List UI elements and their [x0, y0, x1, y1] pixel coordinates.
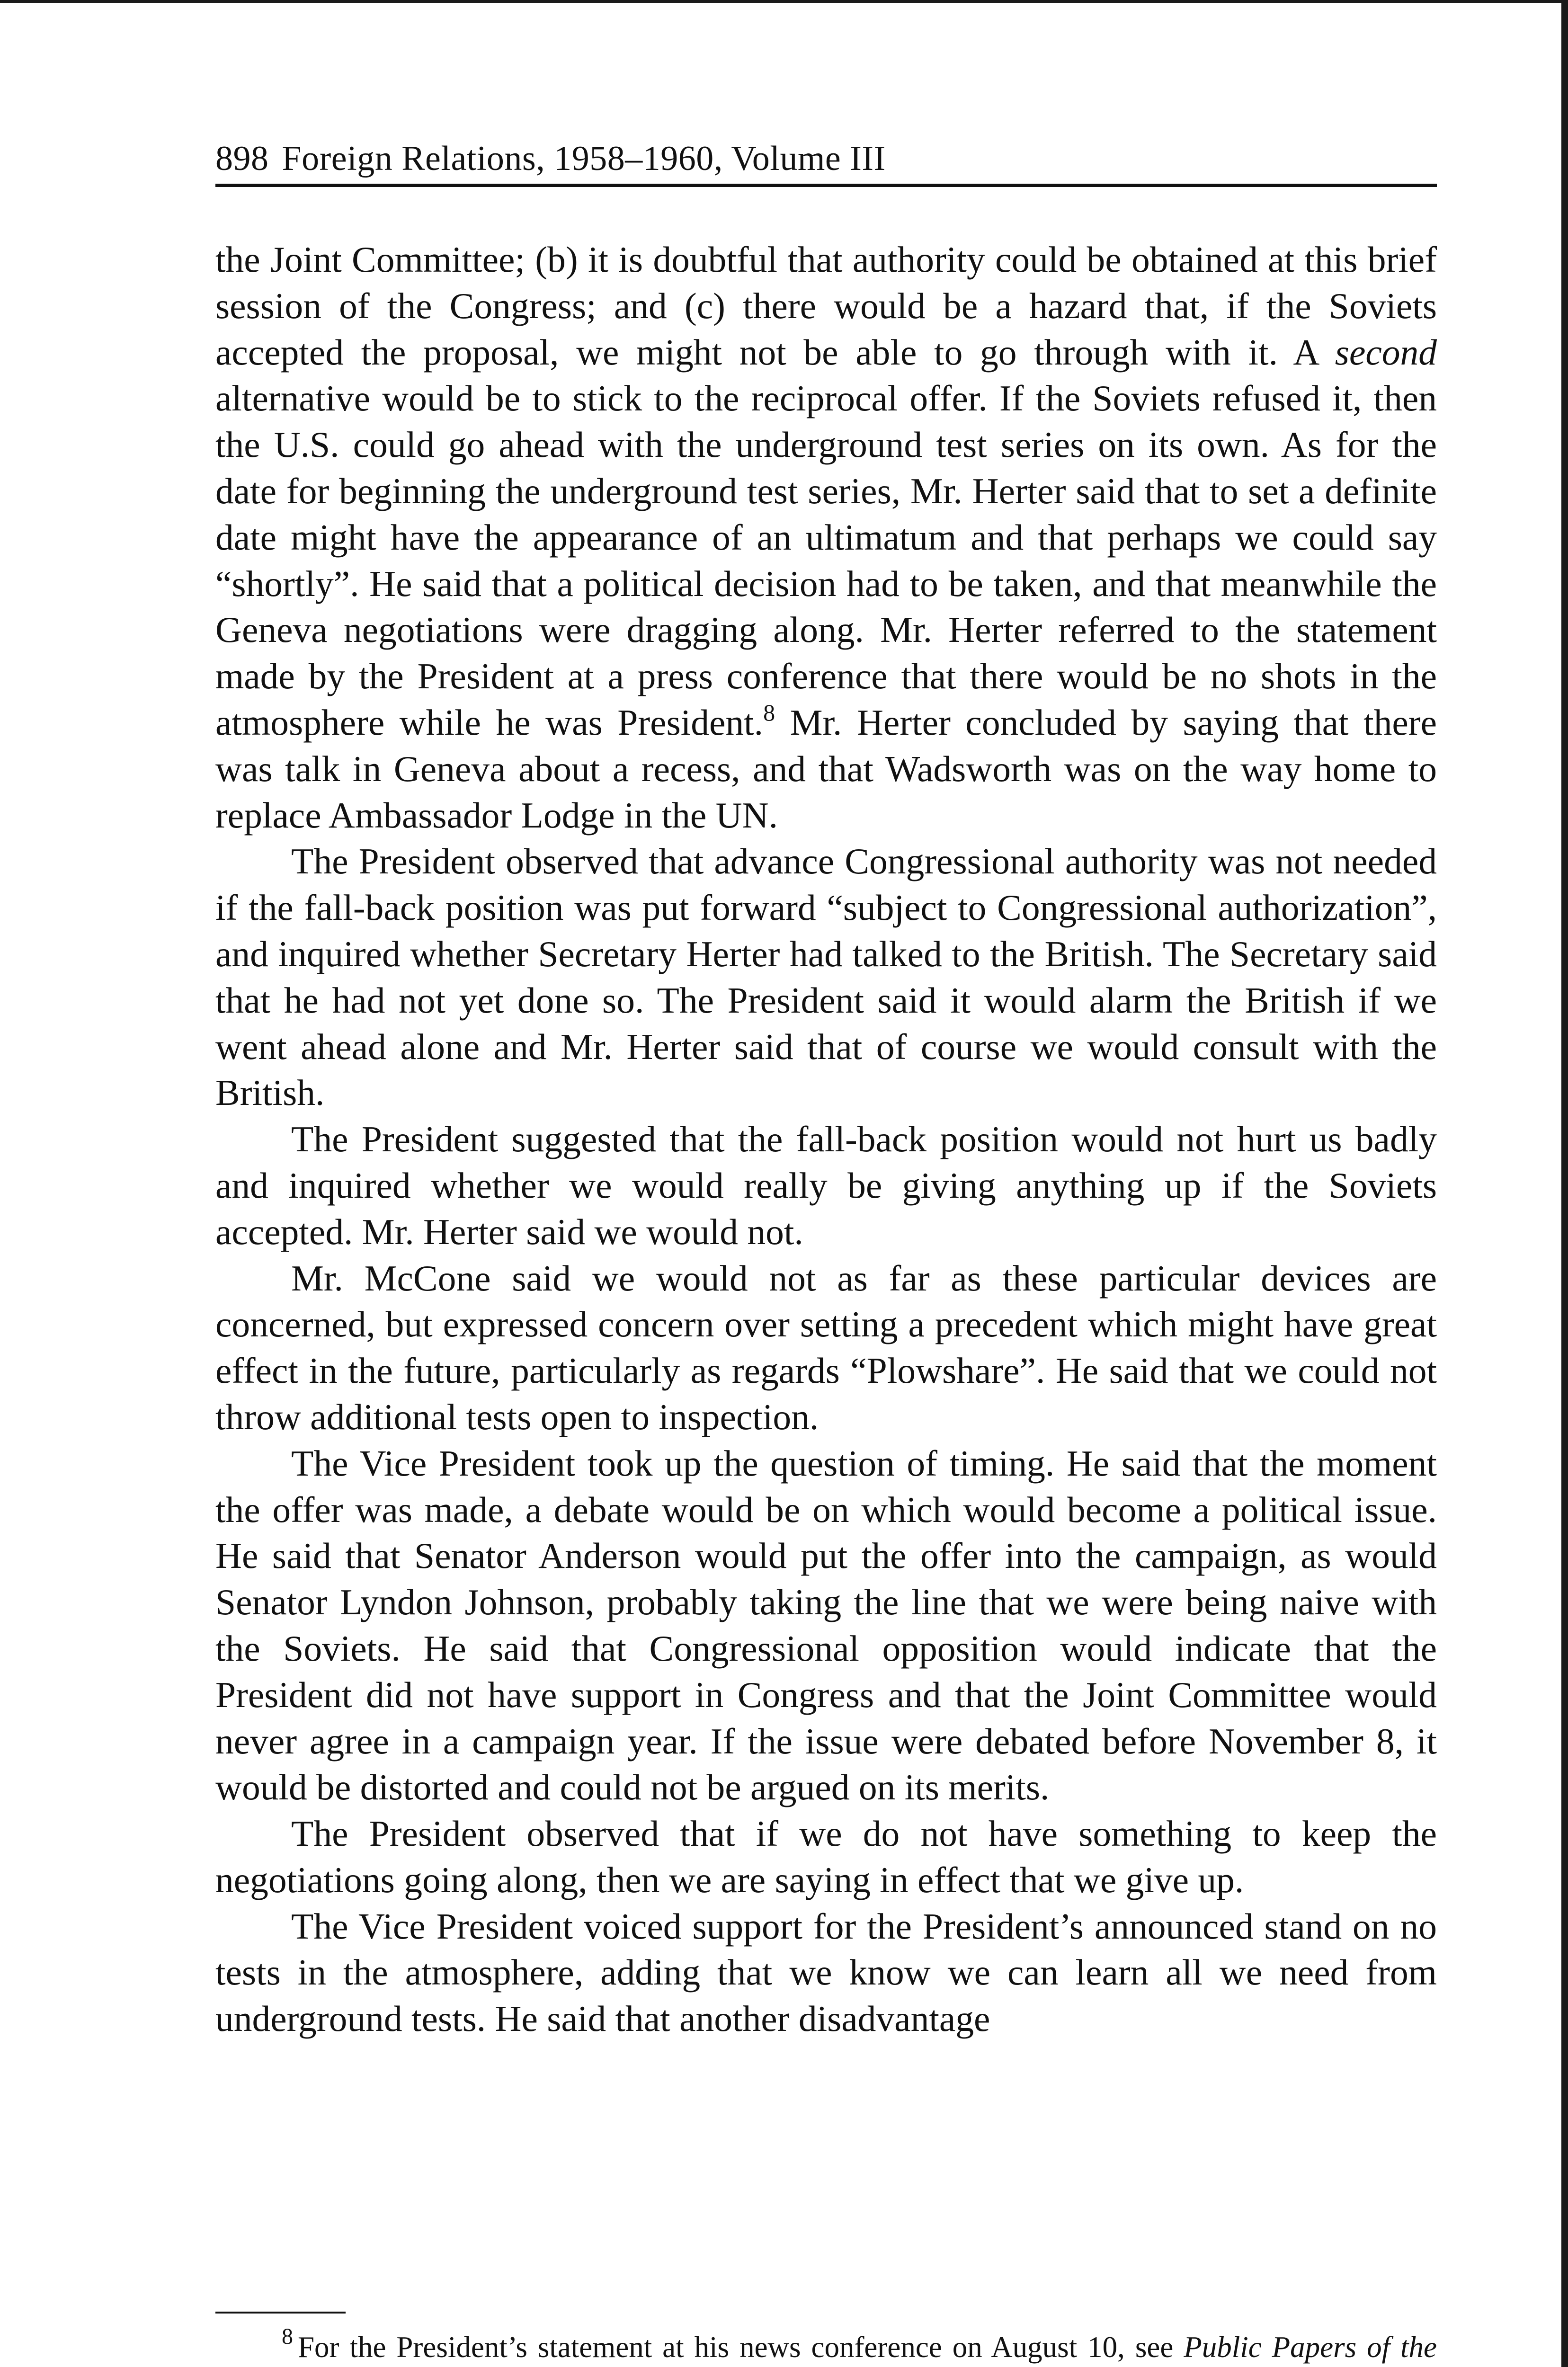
paragraph-1-part-b: alternative would be to stick to the reciprocal offer. If the Soviets refused it, then the U.S. could go ahead with the underground test series on its own. As for the date for beginning the underground test series, Mr. Herter said that to set a definite date might have the appearance of an ultimatum and that perhaps we could say “shortly”. He said that a political decision had to be taken, and that meanwhile the Geneva negotiations were dragging along. Mr. Herter referred to the statement made by the President at a press conference that there would be no shots in the atmosphere while he was President.: [215, 378, 1437, 743]
footnote-text-a: For the President’s statement at his news conference on August 10, see: [298, 2331, 1184, 2364]
footnote-citation-title: Public Papers of the: [1184, 2331, 1437, 2364]
body-text: [215, 237, 1437, 2042]
paragraph-1-part-a: the Joint Committee; (b) it is doubtful that authority could be obtained at this brief session of the Congress; and (c) there would be a hazard that, if the Soviets accepted the proposal, we might not be able to go through with it. A: [215, 239, 1437, 373]
emphasis-second: second: [1335, 331, 1437, 373]
scan-border-top: [0, 0, 1568, 3]
paragraph-1-part-c: Mr. Herter concluded by saying that there was talk in Geneva about a recess, and that Wadsworth was on the way home to replace Ambassador Lodge in the UN.: [215, 702, 1437, 836]
footnote-number: 8: [282, 2324, 293, 2349]
header-rule: [215, 184, 1437, 187]
paragraph-2: The President observed that advance Congressional authority was not needed if the fall-back position was put forward “subject to Congressional authorization”, and inquired whether Secretary Herter had talked to the British. The Secretary said that he had not yet done so. The President said it would alarm the British if we went ahead alone and Mr. Herter said that of course we would consult with the British.: [215, 841, 1437, 1113]
footnote-rule: [215, 2312, 346, 2314]
scan-border-right: [1561, 0, 1568, 2367]
paragraph-4: Mr. McCone said we would not as far as these particular devices are concerned, but expressed concern over setting a precedent which might have great effect in the future, particularly as regards “Plowshare”. He said that we could not throw additional tests open to inspection.: [215, 1257, 1437, 1437]
document-page: [215, 137, 1437, 2042]
paragraph-7: The Vice President voiced support for the President’s announced stand on no tests in the atmosphere, adding that we know we can learn all we need from underground tests. He said that another disadvantage: [215, 1905, 1437, 2039]
footnote-reference[interactable]: 8: [763, 699, 775, 726]
page-number: 898: [215, 139, 269, 178]
paragraph-1: [215, 237, 1437, 838]
running-head: [215, 137, 1437, 180]
paragraph-6: The President observed that if we do not have something to keep the negotiations going along, then we are saying in effect that we give up.: [215, 1813, 1437, 1900]
footnote: [215, 2325, 1437, 2367]
paragraph-5: The Vice President took up the question of timing. He said that the moment the offer was made, a debate would be on which would become a political issue. He said that Senator Anderson would put the offer into the campaign, as would Senator Lyndon Johnson, probably taking the line that we were being naive with the Soviets. He said that Congressional opposition would indicate that the President did not have support in Congress and that the Joint Committee would never agree in a campaign year. If the issue were debated before November 8, it would be distorted and could not be argued on its merits.: [215, 1442, 1437, 1808]
footnote-8: [215, 2325, 1437, 2367]
paragraph-3: The President suggested that the fall-back position would not hurt us badly and inquired whether we would really be giving anything up if the Soviets accepted. Mr. Herter said we would not.: [215, 1119, 1437, 1252]
series-title: Foreign Relations, 1958–1960, Volume III: [282, 139, 886, 178]
